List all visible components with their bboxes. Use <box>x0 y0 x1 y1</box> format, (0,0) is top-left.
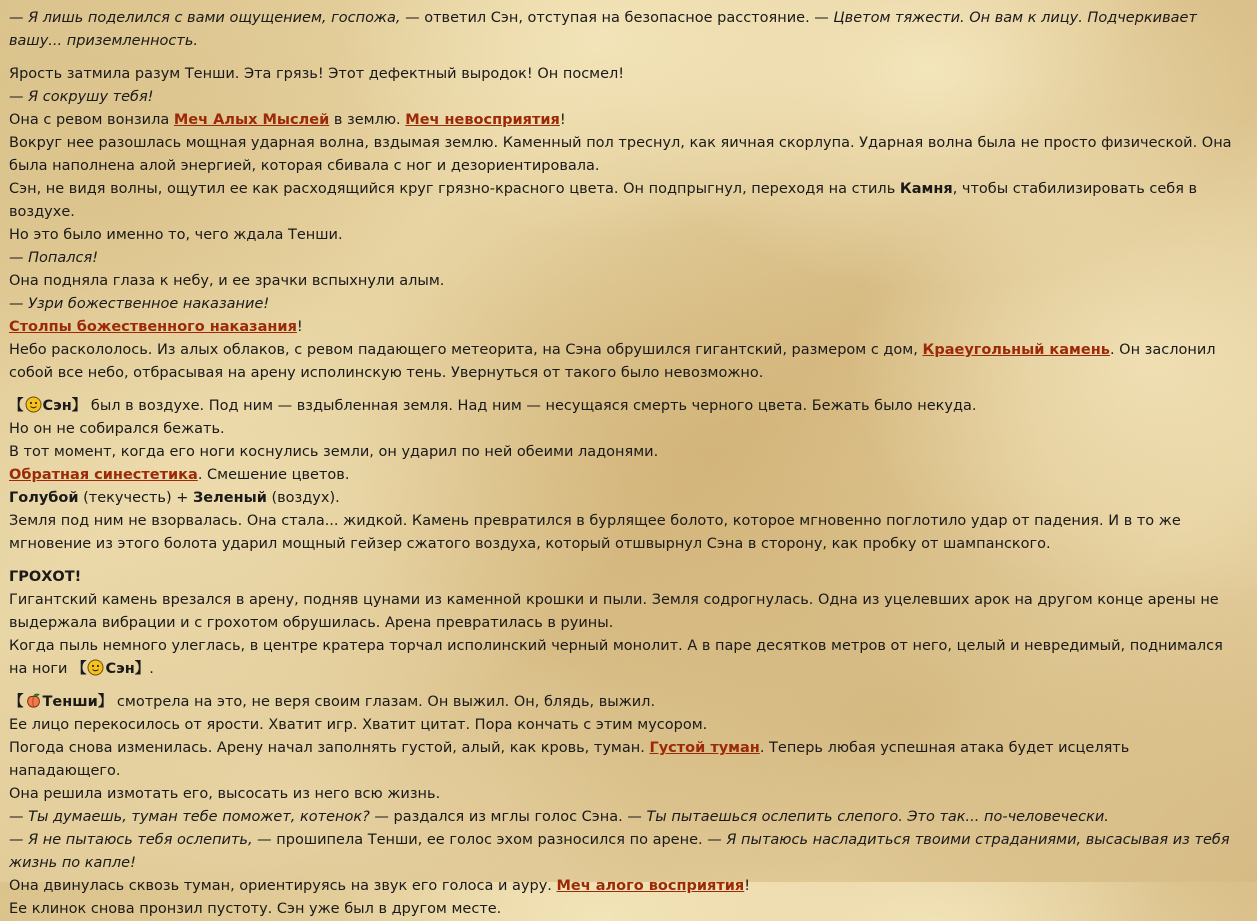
skill-link-reverse-synesthetics[interactable]: Обратная синестетика <box>9 467 198 483</box>
skill-link-thick-fog[interactable]: Густой туман <box>649 740 760 756</box>
dialogue: — Я лишь поделился с вами ощущением, госпожа, — <box>9 10 420 26</box>
paragraph: Земля под ним не взорвалась. Она стала... жидкой. Камень превратился в бурлящее болото, которое мгновенно поглотило удар от падения. И в то же мгновение из этого болота ударил мощный гейзер сжатого воздуха, который отшвырнул Сэна в сторону, как пробку от шампанского. <box>9 513 1181 552</box>
color-name: Голубой <box>9 490 79 506</box>
paragraph: Но это было именно то, чего ждала Тенши. <box>9 227 343 243</box>
dialogue: — Ты думаешь, туман тебе поможет, котенок? — <box>9 809 389 825</box>
peach-icon <box>25 692 42 709</box>
character-tag-sen[interactable]: 【 Сэн】 <box>71 661 150 677</box>
yellow-face-icon <box>87 659 104 676</box>
story-text <box>9 7 1245 921</box>
character-tag-tenshi[interactable]: 【 Тенши】 <box>9 694 113 710</box>
skill-link-divine-pillars[interactable]: Столпы божественного наказания <box>9 319 297 335</box>
paragraph: Ярость затмила разум Тенши. Эта грязь! Этот дефектный выродок! Он посмел! <box>9 66 625 82</box>
paragraph <box>9 293 1245 316</box>
skill-link-keystone[interactable]: Краеугольный камень <box>922 342 1110 358</box>
paragraph: Она с ревом вонзила Меч Алых Мыслей в землю. Меч невосприятия! <box>9 112 566 128</box>
skill-link-scarlet-thoughts-sword[interactable]: Меч Алых Мыслей <box>173 112 330 128</box>
paragraph: Голубой (текучесть) + Зеленый (воздух). <box>9 490 340 506</box>
paragraph: 【 Сэн】 был в воздухе. Под ним — вздыбленная земля. Над ним — несущаяся смерть черного цвета. Бежать было некуда. <box>9 398 977 414</box>
dialogue: Ты пытаешься ослепить слепого. Это так... по-человечески. <box>646 809 1109 825</box>
paragraph <box>9 7 1245 53</box>
yellow-face-icon <box>25 396 42 413</box>
sound-effect: ГРОХОТ! <box>9 569 82 585</box>
paragraph: Но он не собирался бежать. <box>9 421 225 437</box>
paragraph: — Я не пытаюсь тебя ослепить, — прошипела Тенши, ее голос эхом разносился по арене. — Я пытаюсь насладиться твоими страданиями, высасывая из тебя жизнь по капле! <box>9 832 1230 871</box>
character-tag-sen[interactable]: 【 Сэн】 <box>9 398 87 414</box>
dialogue: Цветом тяжести. Он вам к лицу. Подчеркивает вашу... приземленность. <box>9 10 1197 49</box>
paragraph: Обратная синестетика. Смешение цветов. <box>9 467 350 483</box>
dialogue: — Попался! <box>9 250 99 266</box>
dialogue: Я пытаюсь насладиться твоими страданиями, высасывая из тебя жизнь по капле! <box>9 832 1230 871</box>
dialogue: — Я сокрушу тебя! <box>9 89 154 105</box>
paragraph <box>9 86 1245 109</box>
paragraph: Ее клинок снова пронзил пустоту. Сэн уже был в другом месте. <box>9 901 502 917</box>
dialogue: — Я не пытаюсь тебя ослепить, — <box>9 832 272 848</box>
narration: ответил Сэн, отступая на безопасное расстояние. — <box>419 10 834 26</box>
paragraph: — Ты думаешь, туман тебе поможет, котенок? — раздался из мглы голос Сэна. — Ты пытаешься ослепить слепого. Это так... по-человечески. <box>9 809 1109 825</box>
paragraph: Гигантский камень врезался в арену, подняв цунами из каменной крошки и пыли. Земля содрогнулась. Одна из уцелевших арок на другом конце арены не выдержала вибрации и с грохотом обрушилась. Арена превратилась в руины. <box>9 592 1219 631</box>
paragraph: Она двинулась сквозь туман, ориентируясь на звук его голоса и ауру. Меч алого восприятия! <box>9 878 751 894</box>
color-name: Зеленый <box>192 490 267 506</box>
paragraph: Она подняла глаза к небу, и ее зрачки вспыхнули алым. <box>9 273 445 289</box>
skill-link-non-perception-sword[interactable]: Меч невосприятия <box>405 112 560 128</box>
skill-link-scarlet-perception-sword[interactable]: Меч алого восприятия <box>556 878 745 894</box>
paragraph: Вокруг нее разошлась мощная ударная волна, вздымая землю. Каменный пол треснул, как яичная скорлупа. Ударная волна была не просто физической. Она была наполнена алой энергией, которая сбивала с ног и дезориентировала. <box>9 135 1232 174</box>
paragraph: Ее лицо перекосилось от ярости. Хватит игр. Хватит цитат. Пора кончать с этим мусором. <box>9 717 708 733</box>
paragraph: Сэн, не видя волны, ощутил ее как расходящийся круг грязно-красного цвета. Он подпрыгнул, переходя на стиль Камня, чтобы стабилизировать себя в воздухе. <box>9 181 1198 220</box>
style-name: Камня <box>899 181 953 197</box>
paragraph <box>9 566 1245 589</box>
paragraph: В тот момент, когда его ноги коснулись земли, он ударил по ней обеими ладонями. <box>9 444 659 460</box>
paragraph: Она решила измотать его, высосать из него всю жизнь. <box>9 786 441 802</box>
dialogue: — Узри божественное наказание! <box>9 296 270 312</box>
paragraph: Небо раскололось. Из алых облаков, с ревом падающего метеорита, на Сэна обрушился гигантский, размером с дом, Краеугольный камень. Он заслонил собой все небо, отбрасывая на арену исполинскую тень. Увернуться от такого было невозможно. <box>9 342 1216 381</box>
paragraph: Погода снова изменилась. Арену начал заполнять густой, алый, как кровь, туман. Густой туман. Теперь любая успешная атака будет исцелять нападающего. <box>9 740 1130 779</box>
paragraph: 【 Тенши】 смотрела на это, не веря своим глазам. Он выжил. Он, блядь, выжил. <box>9 694 656 710</box>
paragraph: Когда пыль немного улеглась, в центре кратера торчал исполинский черный монолит. А в паре десятков метров от него, целый и невредимый, поднимался на ноги 【 Сэн】. <box>9 638 1223 677</box>
paragraph <box>9 247 1245 270</box>
paragraph: Столпы божественного наказания! <box>9 319 303 335</box>
